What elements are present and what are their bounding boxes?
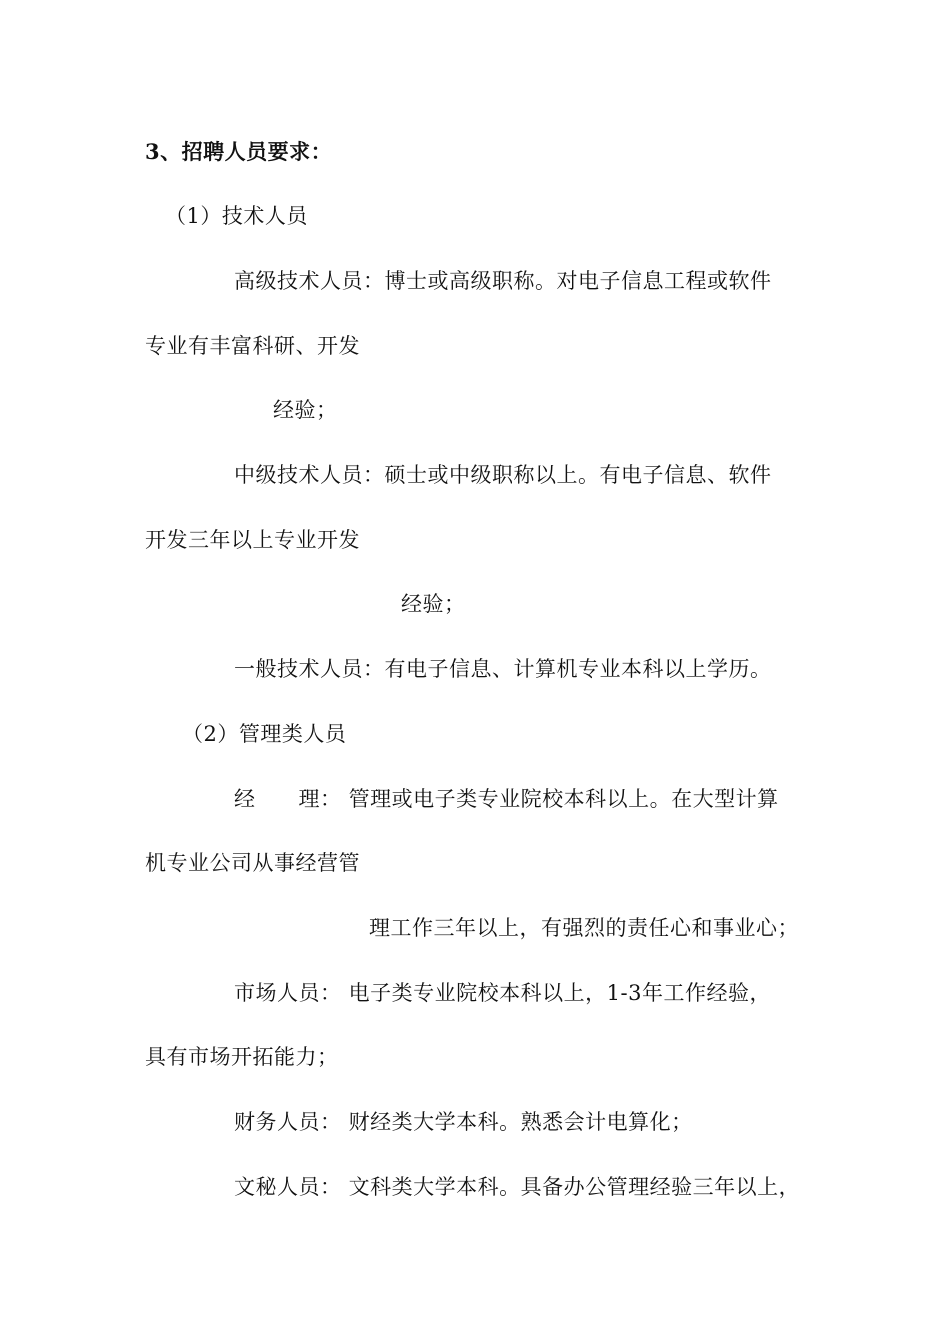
- secretary-text-line1: 文秘人员： 文科类大学本科。具备办公管理经验三年以上，: [234, 1175, 801, 1199]
- section-heading: 3、招聘人员要求：: [145, 139, 333, 164]
- senior-tech-text-line2: 专业有丰富科研、开发: [145, 334, 360, 358]
- manager-text-line1: 经 理： 管理或电子类专业院校本科以上。在大型计算: [234, 787, 779, 811]
- market-text-line1: 市场人员： 电子类专业院校本科以上，1-3年工作经验，: [234, 981, 771, 1005]
- mid-tech-text-line1: 中级技术人员：硕士或中级职称以上。有电子信息、软件: [234, 463, 772, 487]
- subsection-title-technical: （1）技术人员: [165, 204, 308, 228]
- mid-tech-text-line3: 经验；: [401, 592, 466, 616]
- manager-text-line2: 机专业公司从事经营管: [145, 851, 360, 875]
- finance-text-line1: 财务人员： 财经类大学本科。熟悉会计电算化；: [234, 1110, 693, 1134]
- manager-text-line3: 理工作三年以上，有强烈的责任心和事业心；: [369, 916, 799, 940]
- senior-tech-text-line1: 高级技术人员：博士或高级职称。对电子信息工程或软件: [234, 269, 772, 293]
- market-text-line2: 具有市场开拓能力；: [145, 1045, 339, 1069]
- general-tech-text-line1: 一般技术人员：有电子信息、计算机专业本科以上学历。: [234, 657, 772, 681]
- mid-tech-text-line2: 开发三年以上专业开发: [145, 528, 360, 552]
- senior-tech-text-line3: 经验；: [273, 398, 338, 422]
- subsection-title-management: （2）管理类人员: [182, 722, 347, 746]
